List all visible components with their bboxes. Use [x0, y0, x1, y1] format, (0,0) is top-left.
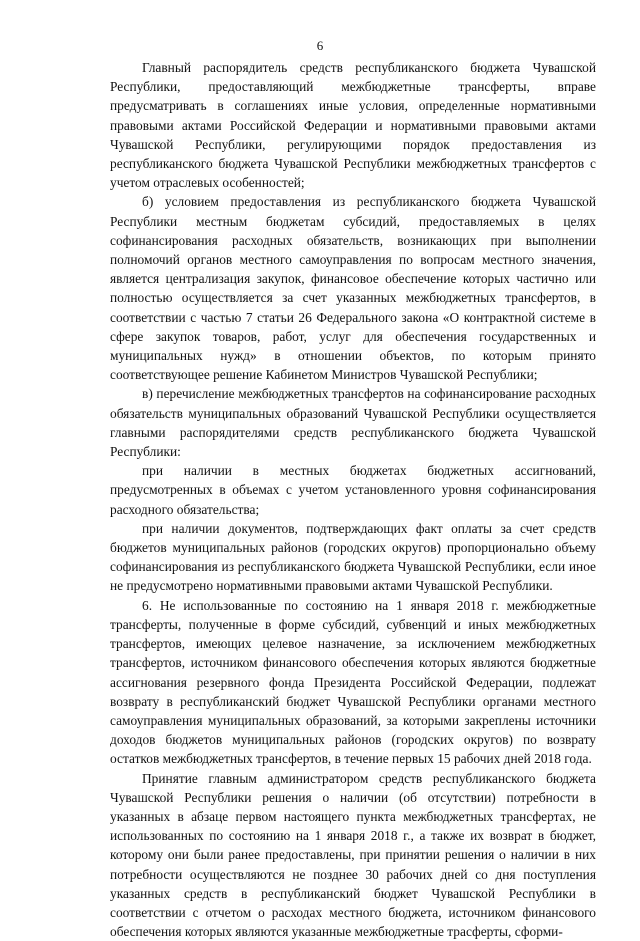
- paragraph-condition-payment-documents: при наличии документов, подтверждающих факт оплаты за счет средств бюджетов муниципальных районов (городских округов) пропорционально объему софинансирования из республиканского бюджета Чувашской Республики, если иное не предусмотрено нормативными правовыми актами Чувашской Республики.: [110, 520, 596, 594]
- paragraph-subsection-b: б) условием предоставления из республиканского бюджета Чувашской Республики местным бюджетам субсидий, предоставляемых в целях софинансирования расходных обязательств, возникающих при выполнении полномочий органов местного самоуправления по вопросам местного значения, является централизация закупок, финансовое обеспечение которых частично или полностью осуществляется за счет указанных межбюджетных трансфертов, в соответствии с частью 7 статьи 26 Федерального закона «О контрактной системе в сфере закупок товаров, работ, услуг для обеспечения государственных и муниципальных нужд» в отношении объектов, по которым принято соответствующее решение Кабинетом Министров Чувашской Республики;: [110, 194, 596, 383]
- paragraph-condition-budget-allocations: при наличии в местных бюджетах бюджетных ассигнований, предусмотренных в объемах с учетом установленного уровня софинансирования расходного обязательства;: [110, 463, 596, 517]
- paragraph-decision-on-need: Принятие главным администратором средств республиканского бюджета Чувашской Республики решения о наличии (об отсутствии) потребности в указанных в абзаце первом настоящего пункта межбюджетных трансфертах, не использованных по состоянию на 1 января 2018 г., а также их возврат в бюджет, которому они были ранее предоставлены, при принятии решения о наличии в них потребности осуществляются не позднее 30 рабочих дней со дня поступления указанных средств в республиканский бюджет Чувашской Республики в соответствии с отчетом о расходах местного бюджета, источником финансового обеспечения которых являются указанные межбюджетные трасферты, сформи-: [110, 770, 596, 940]
- page-number: 6: [316, 38, 324, 53]
- document-body: [110, 58, 596, 941]
- paragraph-chief-administrator-conditions: Главный распорядитель средств республиканского бюджета Чувашской Республики, предоставляющий межбюджетные трансферты, вправе предусматривать в соглашениях иные условия, определенные нормативными правовыми актами Российской Федерации и нормативными правовыми актами Чувашской Республики, регулирующими порядок предоставления из республиканского бюджета Чувашской Республики межбюджетных трансфертов с учетом отраслевых особенностей;: [110, 60, 596, 191]
- paragraph-subsection-v: в) перечисление межбюджетных трансфертов на софинансирование расходных обязательств муниципальных образований Чувашской Республики осуществляется главными распорядителями средств республиканского бюджета Чувашской Республики:: [110, 386, 596, 460]
- paragraph-item-6: 6. Не использованные по состоянию на 1 января 2018 г. межбюджетные трансферты, полученные в форме субсидий, субвенций и иных межбюджетных трансфертов, имеющих целевое назначение, за исключением межбюджетных трансфертов, источником финансового обеспечения которых являются бюджетные ассигнования резервного фонда Президента Российской Федерации, подлежат возврату в республиканский бюджет Чувашской Республики органами местного самоуправления муниципальных образований, за которыми закреплены источники доходов бюджетов муниципальных районов (городских округов) по возврату остатков межбюджетных трансфертов, в течение первых 15 рабочих дней 2018 года.: [110, 597, 596, 767]
